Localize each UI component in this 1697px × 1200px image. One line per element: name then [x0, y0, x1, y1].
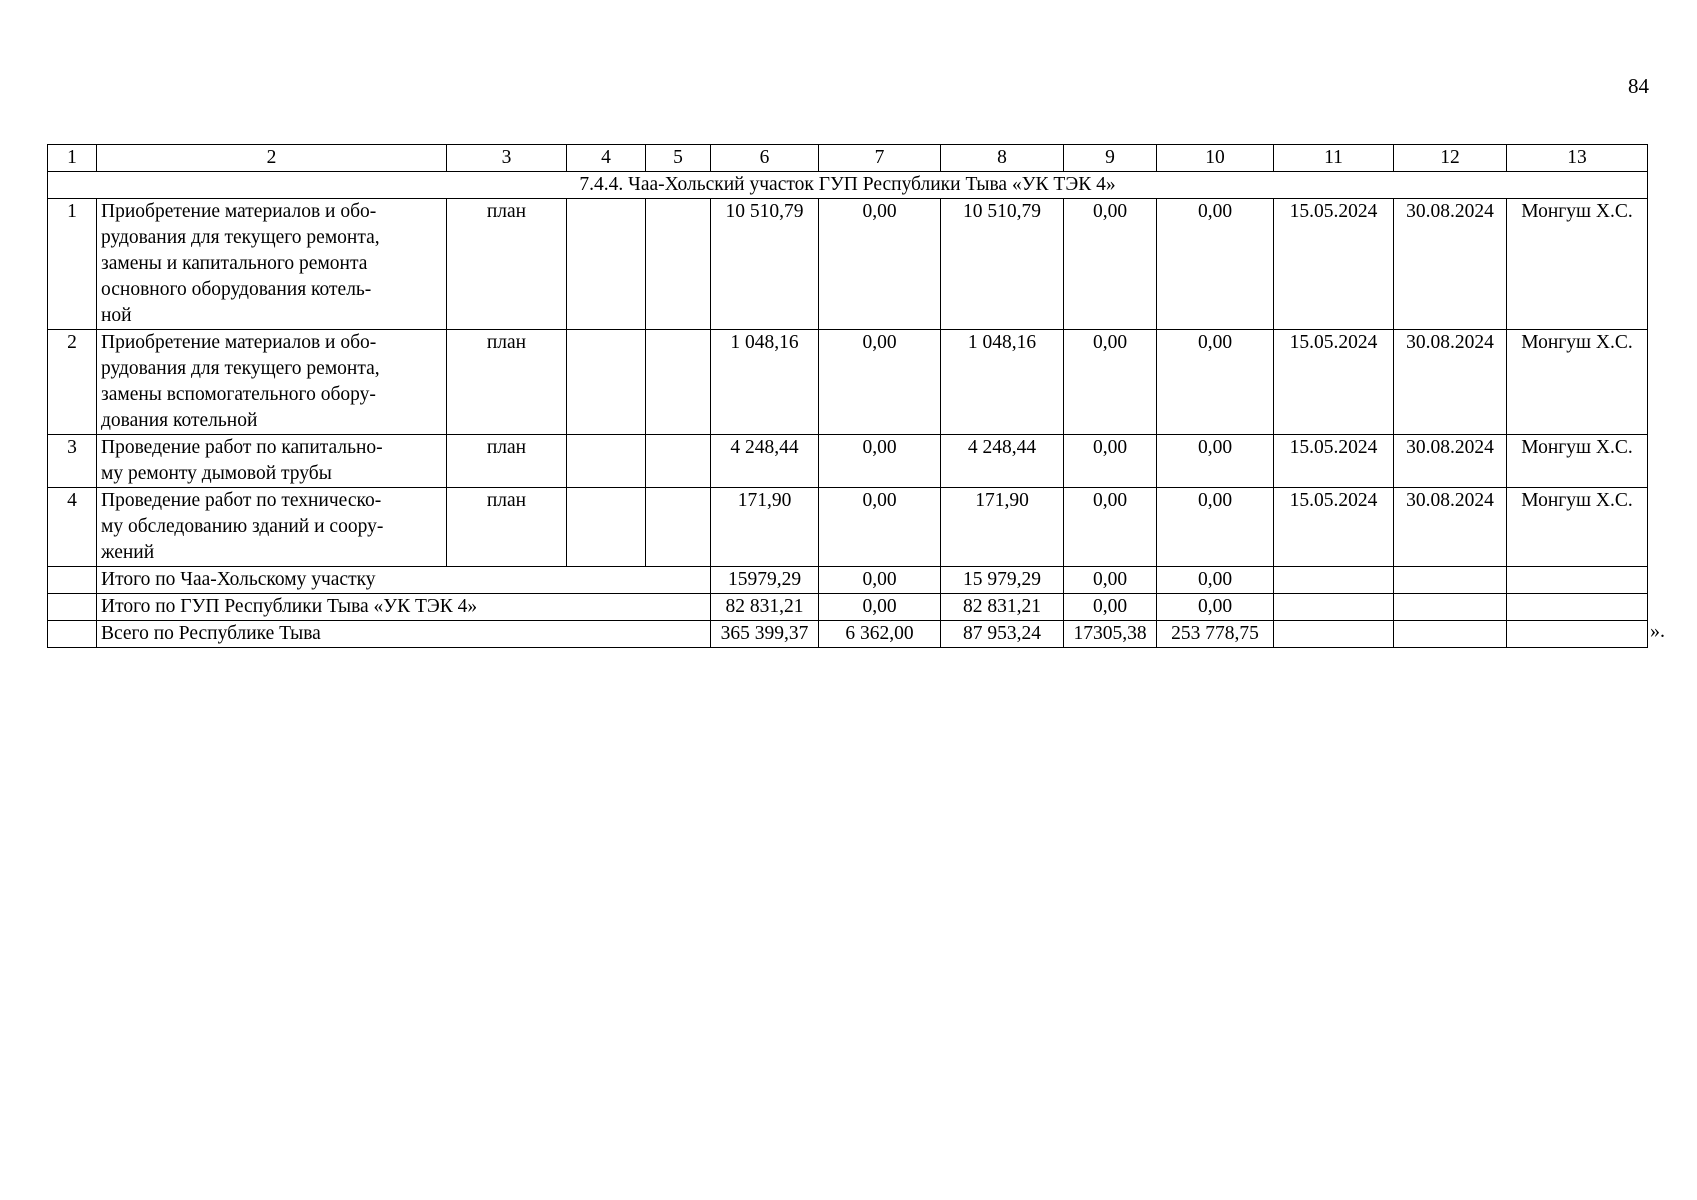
col-header: 11: [1274, 145, 1394, 172]
row-number: 4: [48, 488, 97, 567]
col-header: 9: [1064, 145, 1157, 172]
table-row: [48, 488, 1648, 567]
row-type: план: [447, 330, 567, 435]
empty-cell: [1507, 567, 1648, 594]
description-line: Проведение работ по капитально-: [101, 437, 383, 458]
responsible-person: Монгуш Х.С.: [1507, 330, 1648, 435]
grand-total-row: [48, 621, 1648, 648]
description-line: ной: [101, 305, 132, 326]
total-col9: 17305,38: [1064, 621, 1157, 648]
col-header: 6: [711, 145, 819, 172]
page-number: 84: [1628, 74, 1649, 98]
cell-col6: 1 048,16: [711, 330, 819, 435]
cell-col6: 171,90: [711, 488, 819, 567]
section-title-row: [48, 172, 1648, 199]
cell-col9: 0,00: [1064, 435, 1157, 488]
total-row: [48, 567, 1648, 594]
col-header: 5: [646, 145, 711, 172]
col-header: 2: [97, 145, 447, 172]
description-line: Приобретение материалов и обо-: [101, 201, 377, 222]
cell-col10: 0,00: [1157, 199, 1274, 330]
total-col8: 82 831,21: [941, 594, 1064, 621]
empty-cell: [1394, 567, 1507, 594]
total-col7: 0,00: [819, 594, 941, 621]
cell-col5: [646, 330, 711, 435]
start-date: 15.05.2024: [1274, 435, 1394, 488]
total-label: Итого по ГУП Республики Тыва «УК ТЭК 4»: [97, 594, 711, 621]
cell-col8: 4 248,44: [941, 435, 1064, 488]
cell-col4: [567, 488, 646, 567]
responsible-person: Монгуш Х.С.: [1507, 435, 1648, 488]
row-number: 1: [48, 199, 97, 330]
total-col7: 0,00: [819, 567, 941, 594]
col-header: 10: [1157, 145, 1274, 172]
end-date: 30.08.2024: [1394, 488, 1507, 567]
description-line: рудования для текущего ремонта,: [101, 358, 380, 379]
description-line: основного оборудования котель-: [101, 279, 372, 300]
description-line: Приобретение материалов и обо-: [101, 332, 377, 353]
col-header: 7: [819, 145, 941, 172]
start-date: 15.05.2024: [1274, 199, 1394, 330]
cell-col5: [646, 435, 711, 488]
total-col9: 0,00: [1064, 594, 1157, 621]
empty-cell: [48, 594, 97, 621]
column-number-row: [48, 145, 1648, 172]
total-col8: 87 953,24: [941, 621, 1064, 648]
description-line: Проведение работ по техническо-: [101, 490, 382, 511]
cell-col8: 171,90: [941, 488, 1064, 567]
col-header: 8: [941, 145, 1064, 172]
cell-col8: 10 510,79: [941, 199, 1064, 330]
total-col10: 0,00: [1157, 594, 1274, 621]
row-number: 2: [48, 330, 97, 435]
end-date: 30.08.2024: [1394, 199, 1507, 330]
description-line: му ремонту дымовой трубы: [101, 463, 332, 484]
empty-cell: [1274, 567, 1394, 594]
total-col6: 15979,29: [711, 567, 819, 594]
row-type: план: [447, 435, 567, 488]
end-date: 30.08.2024: [1394, 330, 1507, 435]
table-row: [48, 330, 1648, 435]
total-col10: 253 778,75: [1157, 621, 1274, 648]
total-col10: 0,00: [1157, 567, 1274, 594]
cell-col7: 0,00: [819, 488, 941, 567]
cell-col7: 0,00: [819, 330, 941, 435]
start-date: 15.05.2024: [1274, 330, 1394, 435]
empty-cell: [48, 621, 97, 648]
total-col9: 0,00: [1064, 567, 1157, 594]
empty-cell: [1507, 621, 1648, 648]
cell-col9: 0,00: [1064, 488, 1157, 567]
cell-col7: 0,00: [819, 435, 941, 488]
col-header: 3: [447, 145, 567, 172]
cell-col7: 0,00: [819, 199, 941, 330]
row-description: [97, 435, 447, 488]
description-line: му обследованию зданий и соору-: [101, 516, 384, 537]
cell-col4: [567, 199, 646, 330]
cell-col8: 1 048,16: [941, 330, 1064, 435]
table-row: [48, 199, 1648, 330]
row-description: [97, 488, 447, 567]
row-type: план: [447, 488, 567, 567]
row-type: план: [447, 199, 567, 330]
description-line: рудования для текущего ремонта,: [101, 227, 380, 248]
cell-col10: 0,00: [1157, 488, 1274, 567]
row-number: 3: [48, 435, 97, 488]
cell-col10: 0,00: [1157, 435, 1274, 488]
total-label: Итого по Чаа-Хольскому участку: [97, 567, 711, 594]
col-header: 1: [48, 145, 97, 172]
total-label: Всего по Республике Тыва: [97, 621, 711, 648]
responsible-person: Монгуш Х.С.: [1507, 199, 1648, 330]
section-title: 7.4.4. Чаа-Хольский участок ГУП Республики Тыва «УК ТЭК 4»: [48, 172, 1648, 199]
total-col8: 15 979,29: [941, 567, 1064, 594]
description-line: замены и капитального ремонта: [101, 253, 368, 274]
empty-cell: [48, 567, 97, 594]
col-header: 4: [567, 145, 646, 172]
total-col6: 82 831,21: [711, 594, 819, 621]
cell-col10: 0,00: [1157, 330, 1274, 435]
cell-col4: [567, 435, 646, 488]
empty-cell: [1274, 594, 1394, 621]
cell-col4: [567, 330, 646, 435]
end-date: 30.08.2024: [1394, 435, 1507, 488]
start-date: 15.05.2024: [1274, 488, 1394, 567]
description-line: жений: [101, 542, 155, 563]
description-line: замены вспомогательного обору-: [101, 384, 376, 405]
row-description: [97, 330, 447, 435]
col-header: 13: [1507, 145, 1648, 172]
cell-col5: [646, 199, 711, 330]
cell-col9: 0,00: [1064, 330, 1157, 435]
closing-quote: ».: [1650, 620, 1665, 642]
cell-col5: [646, 488, 711, 567]
responsible-person: Монгуш Х.С.: [1507, 488, 1648, 567]
cell-col9: 0,00: [1064, 199, 1157, 330]
cell-col6: 4 248,44: [711, 435, 819, 488]
empty-cell: [1394, 621, 1507, 648]
total-col7: 6 362,00: [819, 621, 941, 648]
empty-cell: [1507, 594, 1648, 621]
col-header: 12: [1394, 145, 1507, 172]
cell-col6: 10 510,79: [711, 199, 819, 330]
empty-cell: [1274, 621, 1394, 648]
total-col6: 365 399,37: [711, 621, 819, 648]
empty-cell: [1394, 594, 1507, 621]
description-line: дования котельной: [101, 410, 258, 431]
budget-table: [47, 144, 1648, 648]
total-row: [48, 594, 1648, 621]
table-row: [48, 435, 1648, 488]
row-description: [97, 199, 447, 330]
